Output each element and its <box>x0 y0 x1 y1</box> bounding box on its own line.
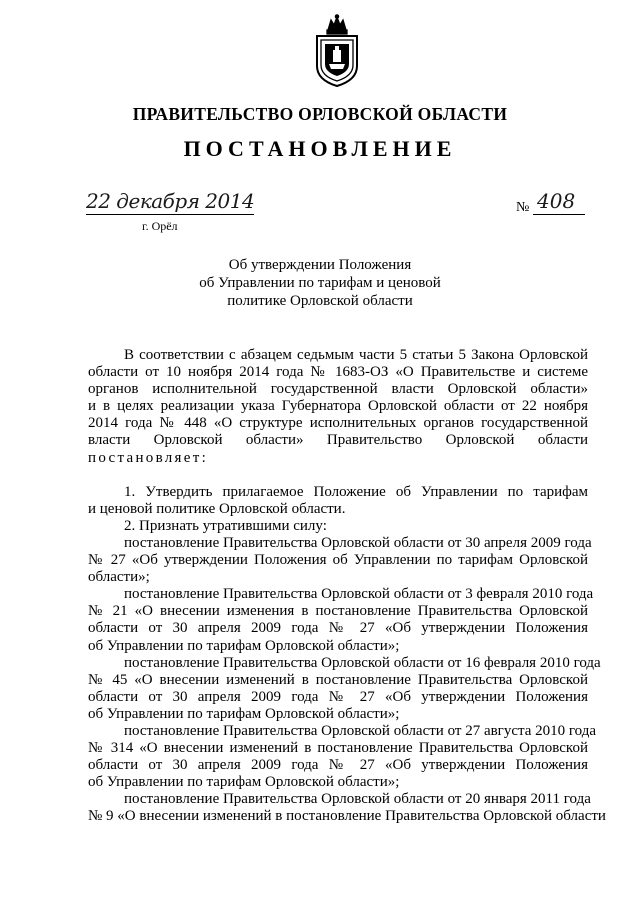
document-body <box>88 347 606 826</box>
document-type: ПОСТАНОВЛЕНИЕ <box>183 136 457 161</box>
item-line: об Управлении по тарифам Орловской области»; <box>88 637 400 654</box>
government-title: ПРАВИТЕЛЬСТВО ОРЛОВСКОЙ ОБЛАСТИ <box>132 104 508 124</box>
item-line: 2. Признать утратившими силу: <box>124 517 327 534</box>
date-underline <box>86 214 254 215</box>
document-subject <box>0 256 640 310</box>
preamble-line: 2014 года № 448 «О структуре исполнительных органов государственной <box>88 415 588 432</box>
item-line: № 45 «О внесении изменений в постановление Правительства Орловской <box>88 671 588 688</box>
item-line: области от 30 апреля 2009 года № 27 «Об утверждении Положения <box>88 757 588 774</box>
handwritten-number: 408 <box>537 189 576 213</box>
preamble-line: и в целях реализации указа Губернатора Орловской области от 22 ноября <box>88 398 588 415</box>
preamble-line: области от 10 ноября 2014 года № 1683-ОЗ «О Правительстве и системе <box>88 364 588 381</box>
item-line: и ценовой политике Орловской области. <box>88 500 346 517</box>
item-line: постановление Правительства Орловской области от 16 февраля 2010 года <box>124 654 601 671</box>
city-label: г. Орёл <box>142 219 178 233</box>
item-line: постановление Правительства Орловской области от 30 апреля 2009 года <box>124 534 592 551</box>
item-line: об Управлении по тарифам Орловской области»; <box>88 774 400 791</box>
item-line: постановление Правительства Орловской области от 27 августа 2010 года <box>124 722 597 739</box>
item-line: области»; <box>88 569 150 586</box>
preamble-line: В соответствии с абзацем седьмым части 5 статьи 5 Закона Орловской <box>124 347 588 363</box>
subject-line: об Управлении по тарифам и ценовой <box>199 275 441 291</box>
preamble-line: постановляет: <box>88 449 209 466</box>
subject-line: Об утверждении Положения <box>228 257 412 273</box>
orel-region-coat-of-arms-icon <box>311 14 363 88</box>
item-line: постановление Правительства Орловской области от 3 февраля 2010 года <box>124 586 594 603</box>
item-line: об Управлении по тарифам Орловской области»; <box>88 705 400 722</box>
item-line: области от 30 апреля 2009 года № 27 «Об утверждении Положения <box>88 620 588 637</box>
number-underline <box>533 214 585 215</box>
item-line: № 21 «О внесении изменения в постановление Правительства Орловской <box>88 603 588 620</box>
preamble-line: органов исполнительной государственной власти Орловской области» <box>88 381 588 398</box>
item-line: постановление Правительства Орловской области от 20 января 2011 года <box>124 791 591 808</box>
number-label: № <box>516 200 530 215</box>
handwritten-date: 22 декабря 2014 <box>86 189 255 213</box>
preamble-line: власти Орловской области» Правительство Орловской области <box>88 432 588 449</box>
subject-line: политике Орловской области <box>227 293 413 309</box>
item-line: области от 30 апреля 2009 года № 27 «Об утверждении Положения <box>88 688 588 705</box>
item-line: № 9 «О внесении изменений в постановление Правительства Орловской области <box>88 808 606 825</box>
item-line: № 27 «Об утверждении Положения об Управлении по тарифам Орловской <box>88 552 588 569</box>
item-line: № 314 «О внесении изменений в постановление Правительства Орловской <box>88 740 588 757</box>
item-line: 1. Утвердить прилагаемое Положение об Управлении по тарифам <box>124 483 588 500</box>
